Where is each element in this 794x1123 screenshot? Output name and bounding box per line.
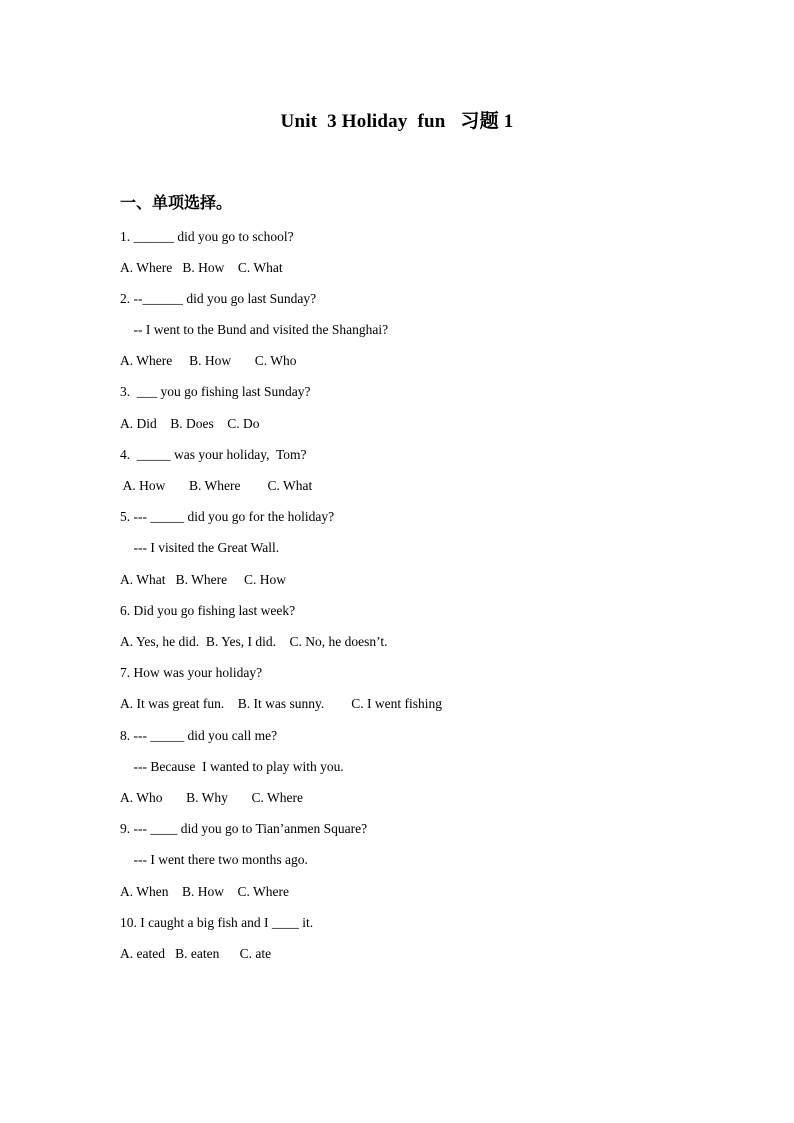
question-6: 6. Did you go fishing last week? [120,603,296,618]
question-5-options: A. What B. Where C. How [120,572,286,587]
page-title: Unit 3 Holiday fun 习题 1 [280,111,514,132]
question-4: 4. _____ was your holiday, Tom? [120,447,307,462]
question-8: 8. --- _____ did you call me? [120,728,278,743]
question-9-reply: --- I went there two months ago. [120,852,308,867]
question-8-options: A. Who B. Why C. Where [120,790,303,805]
question-9: 9. --- ____ did you go to Tian’anmen Square? [120,821,368,836]
question-1-options: A. Where B. How C. What [120,260,283,275]
question-2: 2. --______ did you go last Sunday? [120,291,317,306]
question-2-reply: -- I went to the Bund and visited the Shanghai? [120,322,389,337]
question-2-options: A. Where B. How C. Who [120,353,297,368]
question-7: 7. How was your holiday? [120,665,263,680]
question-9-options: A. When B. How C. Where [120,884,289,899]
section-heading: 一、单项选择。 [120,193,233,212]
question-3-options: A. Did B. Does C. Do [120,416,260,431]
question-8-reply: --- Because I wanted to play with you. [120,759,344,774]
question-10: 10. I caught a big fish and I ____ it. [120,915,314,930]
question-10-options: A. eated B. eaten C. ate [120,946,272,961]
question-5: 5. --- _____ did you go for the holiday? [120,509,335,524]
question-5-reply: --- I visited the Great Wall. [120,540,280,555]
question-3: 3. ___ you go fishing last Sunday? [120,384,311,399]
question-1: 1. ______ did you go to school? [120,229,294,244]
question-7-options: A. It was great fun. B. It was sunny. C. I went fishing [120,696,442,711]
question-4-options: A. How B. Where C. What [120,478,313,493]
question-6-options: A. Yes, he did. B. Yes, I did. C. No, he doesn’t. [120,634,388,649]
